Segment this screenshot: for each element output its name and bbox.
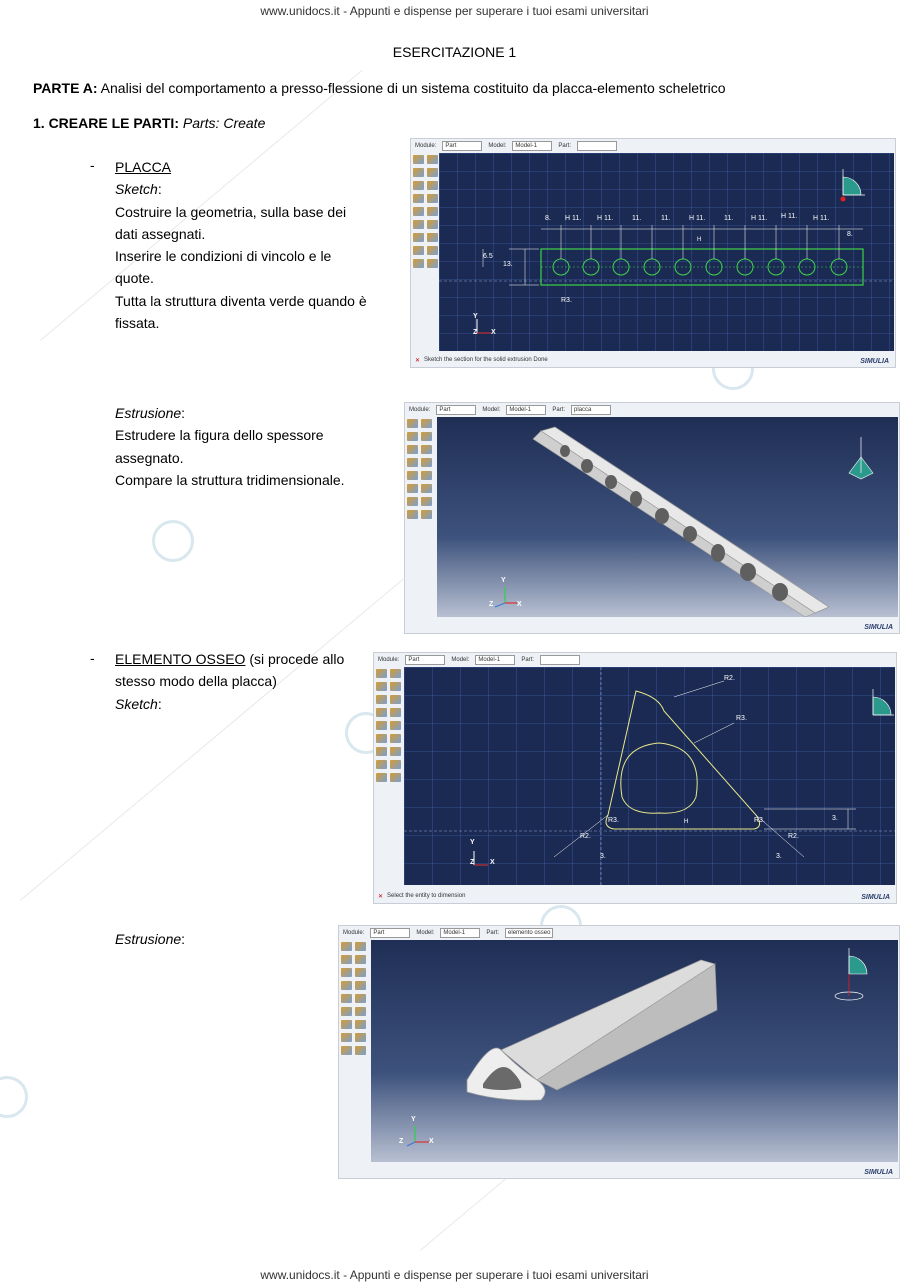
placca-extrusion-line: Estrudere la figura dello spessore xyxy=(115,427,324,444)
tool-icon[interactable] xyxy=(413,194,424,203)
placca-line: Costruire la geometria, sulla base dei xyxy=(115,203,347,220)
axis-label: Z xyxy=(470,859,475,866)
part-a-heading xyxy=(33,80,726,96)
step-1-label: 1. CREARE LE PARTI: xyxy=(33,115,179,131)
tool-icon[interactable] xyxy=(341,968,352,977)
axis-label: X xyxy=(490,859,495,866)
tool-icon[interactable] xyxy=(421,458,432,467)
axis-label: Z xyxy=(399,1138,404,1145)
tool-icon[interactable] xyxy=(376,721,387,730)
prompt-area: ✕ Sketch the section for the solid extrusion Done xyxy=(415,357,548,364)
module-select[interactable]: Part xyxy=(436,405,476,415)
tool-icon[interactable] xyxy=(427,207,438,216)
model-select[interactable]: Model-1 xyxy=(475,655,515,665)
tool-icon[interactable] xyxy=(413,246,424,255)
placca-text-block xyxy=(115,156,405,334)
tool-icon[interactable] xyxy=(376,734,387,743)
dim-label: H 11. xyxy=(597,215,614,222)
tool-icon[interactable] xyxy=(390,734,401,743)
axis-triad-icon xyxy=(495,587,517,607)
tool-icon[interactable] xyxy=(427,259,438,268)
tool-icon[interactable] xyxy=(355,1033,366,1042)
tool-icon[interactable] xyxy=(355,994,366,1003)
axis-label: Z xyxy=(473,329,478,336)
dim-label: 8. xyxy=(847,231,853,238)
abaqus-window-osso-extrusion xyxy=(338,925,900,1179)
list-bullet: - xyxy=(90,157,95,173)
axis-label: X xyxy=(429,1138,434,1145)
tool-icon[interactable] xyxy=(407,497,418,506)
dim-label: H 11. xyxy=(565,215,582,222)
viewport-canvas[interactable] xyxy=(437,417,898,617)
tool-icon[interactable] xyxy=(355,942,366,951)
part-a-label: PARTE A: xyxy=(33,80,98,96)
abaqus-window-placca-sketch xyxy=(410,138,896,368)
tool-icon[interactable] xyxy=(341,1007,352,1016)
model-select[interactable]: Model-1 xyxy=(440,928,480,938)
dim-label: R3. xyxy=(608,817,619,824)
sketch-canvas[interactable] xyxy=(439,153,894,351)
tool-icon[interactable] xyxy=(407,419,418,428)
abaqus-window-osso-sketch xyxy=(373,652,897,904)
osso-heading: ELEMENTO OSSEO xyxy=(115,651,246,667)
cancel-icon[interactable]: ✕ xyxy=(378,893,384,900)
tool-icon[interactable] xyxy=(427,168,438,177)
axis-label: Y xyxy=(470,839,475,846)
sketch-toolbox xyxy=(376,669,402,782)
view-triad-icon xyxy=(835,948,867,1000)
part-select[interactable]: placca xyxy=(571,405,611,415)
dim-label: R2. xyxy=(724,675,735,682)
tool-icon[interactable] xyxy=(421,419,432,428)
module-select[interactable]: Part xyxy=(405,655,445,665)
dim-label: R3. xyxy=(561,297,572,304)
dim-label: R2. xyxy=(788,833,799,840)
module-select[interactable]: Part xyxy=(370,928,410,938)
watermark-bottom: www.unidocs.it - Appunti e dispense per superare i tuoi esami universitari xyxy=(260,1268,649,1282)
axis-triad-icon xyxy=(407,1126,429,1146)
tool-icon[interactable] xyxy=(421,497,432,506)
tool-icon[interactable] xyxy=(341,1020,352,1029)
tool-icon[interactable] xyxy=(341,942,352,951)
tool-icon[interactable] xyxy=(427,246,438,255)
tool-icon[interactable] xyxy=(407,484,418,493)
tool-icon[interactable] xyxy=(413,259,424,268)
axis-label: Y xyxy=(411,1116,416,1123)
placca-extrusion-line: assegnato. xyxy=(115,449,184,466)
step-1-command: Parts: Create xyxy=(178,115,266,131)
tool-icon[interactable] xyxy=(355,1007,366,1016)
step-1-heading xyxy=(33,112,265,134)
tool-icon[interactable] xyxy=(427,155,438,164)
placca-line: dati assegnati. xyxy=(115,225,206,242)
tool-icon[interactable] xyxy=(407,471,418,480)
dim-label: H 11. xyxy=(813,215,830,222)
watermark-logo-icon xyxy=(0,1076,28,1118)
simulia-logo: SIMULIA xyxy=(861,894,890,901)
placca-line: fissata. xyxy=(115,315,160,332)
tool-icon[interactable] xyxy=(427,194,438,203)
toolbar: Module: Part Model: Model-1 Part: placca xyxy=(405,403,899,417)
tool-icon[interactable] xyxy=(376,760,387,769)
simulia-logo: SIMULIA xyxy=(864,624,893,631)
bone-3d-model xyxy=(467,960,717,1100)
part-select[interactable] xyxy=(540,655,580,665)
tool-icon[interactable] xyxy=(355,1046,366,1055)
placca-extrusion-label: Estrusione: xyxy=(115,405,186,421)
placca-sketch-label: Sketch: xyxy=(115,181,162,198)
tool-icon[interactable] xyxy=(390,721,401,730)
part-toolbox xyxy=(407,419,433,519)
sketch-toolbox xyxy=(413,155,439,268)
dim-label: 11. xyxy=(661,215,671,222)
tool-icon[interactable] xyxy=(376,773,387,782)
tool-icon[interactable] xyxy=(376,708,387,717)
tool-icon[interactable] xyxy=(376,747,387,756)
placca-line: Inserire le condizioni di vincolo e le xyxy=(115,248,332,265)
osso-heading-line: ELEMENTO OSSEO (si procede allo xyxy=(115,651,345,667)
dim-label: H xyxy=(684,819,689,825)
dim-label: R3. xyxy=(754,817,765,824)
view-triad-icon xyxy=(849,437,873,479)
tool-icon[interactable] xyxy=(407,458,418,467)
tool-icon[interactable] xyxy=(421,510,432,519)
toolbar: Module: Part Model: Model-1 Part: xyxy=(411,139,895,153)
osso-line: stesso modo della placca) xyxy=(115,673,277,690)
placca-extrusion-block xyxy=(115,402,405,491)
dim-label: H xyxy=(697,237,702,243)
dim-label: 3. xyxy=(600,853,606,860)
tool-icon[interactable] xyxy=(421,471,432,480)
dim-label: 8. xyxy=(545,215,551,222)
tool-icon[interactable] xyxy=(390,747,401,756)
placca-line: quote. xyxy=(115,270,154,287)
cancel-icon[interactable]: ✕ xyxy=(415,357,421,364)
tool-icon[interactable] xyxy=(341,981,352,990)
tool-icon[interactable] xyxy=(413,220,424,229)
part-toolbox xyxy=(341,942,367,1055)
dim-label: 11. xyxy=(632,215,642,222)
abaqus-window-placca-extrusion xyxy=(404,402,900,634)
placca-heading: PLACCA xyxy=(115,159,172,175)
axis-label: X xyxy=(517,601,522,608)
watermark-logo-icon xyxy=(152,520,194,562)
tool-icon[interactable] xyxy=(355,968,366,977)
model-select[interactable]: Model-1 xyxy=(506,405,546,415)
tool-icon[interactable] xyxy=(427,181,438,190)
tool-icon[interactable] xyxy=(421,432,432,441)
document-title: ESERCITAZIONE 1 xyxy=(392,44,517,60)
dim-label: R2. xyxy=(580,833,591,840)
osso-extrusion-label: Estrusione: xyxy=(115,931,186,947)
module-select[interactable]: Part xyxy=(442,141,482,151)
watermark-top: www.unidocs.it - Appunti e dispense per superare i tuoi esami universitari xyxy=(260,4,649,18)
tool-icon[interactable] xyxy=(390,682,401,691)
tool-icon[interactable] xyxy=(341,955,352,964)
tool-icon[interactable] xyxy=(355,1020,366,1029)
part-a-text: Analisi del comportamento a presso-flessione di un sistema costituito da placca-elemento scheletrico xyxy=(97,80,726,96)
dim-label: H 11. xyxy=(689,215,706,222)
dim-label: H 11. xyxy=(751,215,768,222)
dim-label: 6.5 xyxy=(483,253,493,260)
dim-label: H 11. xyxy=(781,213,798,220)
tool-icon[interactable] xyxy=(413,233,424,242)
toolbar: Module: Part Model: Model-1 Part: xyxy=(374,653,896,667)
dim-label: 3. xyxy=(832,815,838,822)
tool-icon[interactable] xyxy=(376,669,387,678)
tool-icon[interactable] xyxy=(413,207,424,216)
osso-text-block xyxy=(115,648,375,715)
tool-icon[interactable] xyxy=(341,1033,352,1042)
axis-label: Z xyxy=(489,601,494,608)
sketch-canvas[interactable] xyxy=(404,667,895,885)
list-bullet: - xyxy=(90,650,95,666)
tool-icon[interactable] xyxy=(407,510,418,519)
simulia-logo: SIMULIA xyxy=(860,358,889,365)
tool-icon[interactable] xyxy=(413,168,424,177)
tool-icon[interactable] xyxy=(390,708,401,717)
tool-icon[interactable] xyxy=(341,1046,352,1055)
tool-icon[interactable] xyxy=(407,432,418,441)
tool-icon[interactable] xyxy=(376,695,387,704)
simulia-logo: SIMULIA xyxy=(864,1169,893,1176)
dim-label: 3. xyxy=(776,853,782,860)
tool-icon[interactable] xyxy=(413,155,424,164)
axis-label: Y xyxy=(501,577,506,584)
tool-icon[interactable] xyxy=(407,445,418,454)
tool-icon[interactable] xyxy=(390,669,401,678)
tool-icon[interactable] xyxy=(355,981,366,990)
tool-icon[interactable] xyxy=(355,955,366,964)
tool-icon[interactable] xyxy=(421,445,432,454)
model-select[interactable]: Model-1 xyxy=(512,141,552,151)
toolbar: Module: Part Model: Model-1 Part: elemento osseo xyxy=(339,926,899,940)
placca-line: Tutta la struttura diventa verde quando è xyxy=(115,292,367,309)
plate-3d-model xyxy=(533,427,829,617)
prompt-area: ✕ Select the entity to dimension xyxy=(378,893,466,900)
tool-icon[interactable] xyxy=(427,233,438,242)
dim-label: 11. xyxy=(724,215,734,222)
axis-label: X xyxy=(491,329,496,336)
tool-icon[interactable] xyxy=(390,695,401,704)
tool-icon[interactable] xyxy=(390,773,401,782)
part-select[interactable] xyxy=(577,141,617,151)
tool-icon[interactable] xyxy=(390,760,401,769)
placca-extrusion-line: Compare la struttura tridimensionale. xyxy=(115,471,345,488)
tool-icon[interactable] xyxy=(341,994,352,1003)
part-select[interactable]: elemento osseo xyxy=(505,928,553,938)
osso-sketch-label: Sketch: xyxy=(115,695,162,712)
dim-label: R3. xyxy=(736,715,747,722)
viewport-canvas[interactable] xyxy=(371,940,898,1162)
tool-icon[interactable] xyxy=(376,682,387,691)
tool-icon[interactable] xyxy=(427,220,438,229)
tool-icon[interactable] xyxy=(413,181,424,190)
axis-label: Y xyxy=(473,313,478,320)
tool-icon[interactable] xyxy=(421,484,432,493)
dim-label: 13. xyxy=(503,261,513,268)
